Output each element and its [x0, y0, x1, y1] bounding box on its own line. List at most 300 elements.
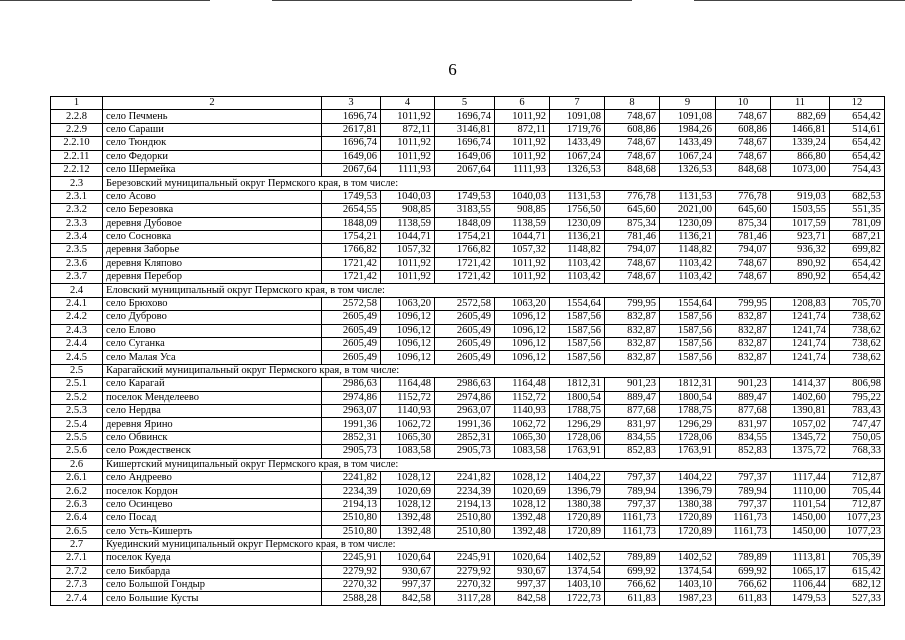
- header-row: [51, 97, 885, 110]
- value-cell: 1011,92: [495, 110, 550, 123]
- value-cell: 1503,55: [771, 204, 830, 217]
- value-cell: 2194,13: [435, 498, 495, 511]
- value-cell: 1719,76: [550, 123, 605, 136]
- value-cell: 1161,73: [605, 525, 660, 538]
- value-cell: 1241,74: [771, 311, 830, 324]
- settlement-name: поселок Менделеево: [103, 391, 322, 404]
- value-cell: 930,67: [381, 565, 435, 578]
- table-row: [51, 471, 885, 484]
- value-cell: 1722,73: [550, 592, 605, 605]
- table-row: [51, 257, 885, 270]
- tariff-table: [50, 96, 885, 606]
- value-cell: 1392,48: [381, 512, 435, 525]
- value-cell: 2270,32: [322, 579, 381, 592]
- value-cell: 1587,56: [550, 324, 605, 337]
- value-cell: 748,67: [716, 271, 771, 284]
- value-cell: 1848,09: [435, 217, 495, 230]
- value-cell: 1044,71: [381, 230, 435, 243]
- value-cell: 2021,00: [660, 204, 716, 217]
- table-row: [51, 391, 885, 404]
- value-cell: 832,87: [716, 351, 771, 364]
- table-row: [51, 271, 885, 284]
- value-cell: 1392,48: [381, 525, 435, 538]
- value-cell: 611,83: [605, 592, 660, 605]
- column-header: 5: [435, 97, 495, 110]
- value-cell: 2963,07: [435, 404, 495, 417]
- row-number: 2.2.11: [51, 150, 103, 163]
- value-cell: 1848,09: [322, 217, 381, 230]
- value-cell: 1404,22: [550, 471, 605, 484]
- value-cell: 1208,83: [771, 297, 830, 310]
- row-number: 2.3.2: [51, 204, 103, 217]
- settlement-name: село Дуброво: [103, 311, 322, 324]
- value-cell: 2572,58: [435, 297, 495, 310]
- value-cell: 890,92: [771, 257, 830, 270]
- row-number: 2.6.1: [51, 471, 103, 484]
- settlement-name: деревня Дубовое: [103, 217, 322, 230]
- row-number: 2.4.2: [51, 311, 103, 324]
- value-cell: 654,42: [830, 137, 885, 150]
- settlement-name: село Обвинск: [103, 431, 322, 444]
- value-cell: 2617,81: [322, 123, 381, 136]
- value-cell: 1020,69: [381, 485, 435, 498]
- row-number: 2.5.6: [51, 445, 103, 458]
- value-cell: 1587,56: [550, 351, 605, 364]
- table-row: [51, 123, 885, 136]
- value-cell: 1812,31: [550, 378, 605, 391]
- settlement-name: село Усть-Кишерть: [103, 525, 322, 538]
- value-cell: 1721,42: [322, 271, 381, 284]
- value-cell: 1466,81: [771, 123, 830, 136]
- value-cell: 1396,79: [550, 485, 605, 498]
- table-row: [51, 110, 885, 123]
- table-row: [51, 498, 885, 511]
- value-cell: 799,95: [605, 297, 660, 310]
- value-cell: 1011,92: [381, 137, 435, 150]
- row-number: 2.5.2: [51, 391, 103, 404]
- value-cell: 748,67: [716, 137, 771, 150]
- value-cell: 611,83: [716, 592, 771, 605]
- settlement-name: село Большие Кусты: [103, 592, 322, 605]
- value-cell: 1326,53: [660, 163, 716, 176]
- value-cell: 1396,79: [660, 485, 716, 498]
- column-header: 3: [322, 97, 381, 110]
- value-cell: 1028,12: [495, 498, 550, 511]
- value-cell: 997,37: [495, 579, 550, 592]
- row-number: 2.3.5: [51, 244, 103, 257]
- value-cell: 750,05: [830, 431, 885, 444]
- value-cell: 1380,38: [660, 498, 716, 511]
- value-cell: 936,32: [771, 244, 830, 257]
- value-cell: 781,46: [716, 230, 771, 243]
- settlement-name: село Андреево: [103, 471, 322, 484]
- value-cell: 1587,56: [660, 311, 716, 324]
- value-cell: 789,89: [605, 552, 660, 565]
- value-cell: 608,86: [605, 123, 660, 136]
- value-cell: 1296,29: [550, 418, 605, 431]
- value-cell: 1101,54: [771, 498, 830, 511]
- value-cell: 1403,10: [550, 579, 605, 592]
- value-cell: 514,61: [830, 123, 885, 136]
- row-number: 2.5.5: [51, 431, 103, 444]
- settlement-name: деревня Кляпово: [103, 257, 322, 270]
- settlement-name: село Нердва: [103, 404, 322, 417]
- settlement-name: деревня Перебор: [103, 271, 322, 284]
- value-cell: 1161,73: [716, 525, 771, 538]
- value-cell: 2245,91: [435, 552, 495, 565]
- value-cell: 872,11: [381, 123, 435, 136]
- value-cell: 866,80: [771, 150, 830, 163]
- value-cell: 1991,36: [322, 418, 381, 431]
- value-cell: 705,39: [830, 552, 885, 565]
- value-cell: 1083,58: [495, 445, 550, 458]
- value-cell: 699,82: [830, 244, 885, 257]
- value-cell: 923,71: [771, 230, 830, 243]
- value-cell: 1392,48: [495, 525, 550, 538]
- value-cell: 901,23: [605, 378, 660, 391]
- table-row: [51, 404, 885, 417]
- value-cell: 2067,64: [322, 163, 381, 176]
- row-number: 2.7: [51, 538, 103, 551]
- value-cell: 2241,82: [435, 471, 495, 484]
- value-cell: 2605,49: [322, 311, 381, 324]
- value-cell: 789,94: [605, 485, 660, 498]
- settlement-name: село Сосновка: [103, 230, 322, 243]
- column-header: 2: [103, 97, 322, 110]
- value-cell: 1040,03: [495, 190, 550, 203]
- value-cell: 1103,42: [660, 271, 716, 284]
- value-cell: 1414,37: [771, 378, 830, 391]
- value-cell: 908,85: [495, 204, 550, 217]
- value-cell: 1040,03: [381, 190, 435, 203]
- value-cell: 2572,58: [322, 297, 381, 310]
- value-cell: 806,98: [830, 378, 885, 391]
- value-cell: 776,78: [716, 190, 771, 203]
- value-cell: 1649,06: [435, 150, 495, 163]
- value-cell: 768,33: [830, 445, 885, 458]
- value-cell: 645,60: [605, 204, 660, 217]
- value-cell: 1991,36: [435, 418, 495, 431]
- value-cell: 2974,86: [435, 391, 495, 404]
- value-cell: 1554,64: [550, 297, 605, 310]
- value-cell: 2852,31: [435, 431, 495, 444]
- value-cell: 1161,73: [605, 512, 660, 525]
- value-cell: 1479,53: [771, 592, 830, 605]
- row-number: 2.7.2: [51, 565, 103, 578]
- value-cell: 1077,23: [830, 525, 885, 538]
- table-row: [51, 552, 885, 565]
- value-cell: 748,67: [605, 271, 660, 284]
- value-cell: 2605,49: [435, 351, 495, 364]
- value-cell: 1111,93: [495, 163, 550, 176]
- value-cell: 1721,42: [435, 257, 495, 270]
- value-cell: 919,03: [771, 190, 830, 203]
- row-number: 2.5: [51, 364, 103, 377]
- value-cell: 2963,07: [322, 404, 381, 417]
- row-number: 2.3.4: [51, 230, 103, 243]
- settlement-name: поселок Куеда: [103, 552, 322, 565]
- value-cell: 1106,44: [771, 579, 830, 592]
- value-cell: 1148,82: [660, 244, 716, 257]
- settlement-name: село Рождественск: [103, 445, 322, 458]
- value-cell: 2510,80: [322, 525, 381, 538]
- column-header: 11: [771, 97, 830, 110]
- row-number: 2.6.5: [51, 525, 103, 538]
- value-cell: 1044,71: [495, 230, 550, 243]
- value-cell: 748,67: [605, 110, 660, 123]
- value-cell: 831,97: [605, 418, 660, 431]
- value-cell: 2194,13: [322, 498, 381, 511]
- table-row: [51, 592, 885, 605]
- row-number: 2.4.5: [51, 351, 103, 364]
- value-cell: 1800,54: [660, 391, 716, 404]
- value-cell: 1096,12: [495, 338, 550, 351]
- table-row: [51, 297, 885, 310]
- row-number: 2.6.3: [51, 498, 103, 511]
- value-cell: 1091,08: [660, 110, 716, 123]
- value-cell: 2588,28: [322, 592, 381, 605]
- value-cell: 832,87: [605, 338, 660, 351]
- value-cell: 1083,58: [381, 445, 435, 458]
- value-cell: 2605,49: [435, 338, 495, 351]
- value-cell: 882,69: [771, 110, 830, 123]
- value-cell: 832,87: [605, 324, 660, 337]
- value-cell: 1096,12: [381, 324, 435, 337]
- value-cell: 1065,17: [771, 565, 830, 578]
- value-cell: 3117,28: [435, 592, 495, 605]
- column-header: 10: [716, 97, 771, 110]
- value-cell: 776,78: [605, 190, 660, 203]
- value-cell: 2510,80: [435, 512, 495, 525]
- value-cell: 1587,56: [660, 351, 716, 364]
- section-title: Куединский муниципальный округ Пермского края, в том числе:: [103, 538, 885, 551]
- value-cell: 1450,00: [771, 512, 830, 525]
- column-header: 4: [381, 97, 435, 110]
- value-cell: 1011,92: [381, 271, 435, 284]
- value-cell: 2974,86: [322, 391, 381, 404]
- value-cell: 1161,73: [716, 512, 771, 525]
- table-row: [51, 579, 885, 592]
- value-cell: 789,89: [716, 552, 771, 565]
- value-cell: 1096,12: [495, 311, 550, 324]
- column-header: 1: [51, 97, 103, 110]
- value-cell: 748,67: [605, 137, 660, 150]
- value-cell: 1065,30: [495, 431, 550, 444]
- value-cell: 654,42: [830, 150, 885, 163]
- value-cell: 1103,42: [550, 271, 605, 284]
- table-row: [51, 338, 885, 351]
- value-cell: 1402,60: [771, 391, 830, 404]
- value-cell: 654,42: [830, 257, 885, 270]
- section-row: [51, 284, 885, 297]
- value-cell: 1063,20: [495, 297, 550, 310]
- value-cell: 1057,02: [771, 418, 830, 431]
- value-cell: 1696,74: [322, 110, 381, 123]
- value-cell: 794,07: [605, 244, 660, 257]
- value-cell: 1011,92: [381, 257, 435, 270]
- value-cell: 1696,74: [435, 137, 495, 150]
- value-cell: 797,37: [605, 498, 660, 511]
- value-cell: 1020,64: [495, 552, 550, 565]
- table-row: [51, 217, 885, 230]
- value-cell: 1374,54: [550, 565, 605, 578]
- value-cell: 2905,73: [322, 445, 381, 458]
- value-cell: 1164,48: [495, 378, 550, 391]
- value-cell: 789,94: [716, 485, 771, 498]
- value-cell: 832,87: [605, 311, 660, 324]
- row-number: 2.7.4: [51, 592, 103, 605]
- value-cell: 2234,39: [435, 485, 495, 498]
- column-header: 12: [830, 97, 885, 110]
- value-cell: 738,62: [830, 324, 885, 337]
- settlement-name: село Федорки: [103, 150, 322, 163]
- value-cell: 1720,89: [550, 525, 605, 538]
- value-cell: 1152,72: [495, 391, 550, 404]
- value-cell: 1345,72: [771, 431, 830, 444]
- value-cell: 1587,56: [660, 324, 716, 337]
- value-cell: 2654,55: [322, 204, 381, 217]
- value-cell: 2605,49: [322, 338, 381, 351]
- value-cell: 1062,72: [381, 418, 435, 431]
- value-cell: 1788,75: [550, 404, 605, 417]
- value-cell: 1390,81: [771, 404, 830, 417]
- value-cell: 1111,93: [381, 163, 435, 176]
- value-cell: 1749,53: [435, 190, 495, 203]
- value-cell: 1138,59: [381, 217, 435, 230]
- value-cell: 889,47: [605, 391, 660, 404]
- value-cell: 930,67: [495, 565, 550, 578]
- value-cell: 799,95: [716, 297, 771, 310]
- value-cell: 852,83: [605, 445, 660, 458]
- section-title: Карагайский муниципальный округ Пермского края, в том числе:: [103, 364, 885, 377]
- value-cell: 1241,74: [771, 324, 830, 337]
- value-cell: 890,92: [771, 271, 830, 284]
- value-cell: 2270,32: [435, 579, 495, 592]
- value-cell: 1096,12: [381, 351, 435, 364]
- column-header: 8: [605, 97, 660, 110]
- value-cell: 747,47: [830, 418, 885, 431]
- value-cell: 738,62: [830, 351, 885, 364]
- table-row: [51, 445, 885, 458]
- value-cell: 2605,49: [322, 324, 381, 337]
- value-cell: 832,87: [716, 338, 771, 351]
- column-header: 7: [550, 97, 605, 110]
- value-cell: 2986,63: [435, 378, 495, 391]
- table-row: [51, 431, 885, 444]
- value-cell: 2852,31: [322, 431, 381, 444]
- value-cell: 699,92: [716, 565, 771, 578]
- table-row: [51, 163, 885, 176]
- value-cell: 797,37: [716, 471, 771, 484]
- value-cell: 1011,92: [381, 110, 435, 123]
- value-cell: 1450,00: [771, 525, 830, 538]
- value-cell: 1728,06: [660, 431, 716, 444]
- value-cell: 738,62: [830, 311, 885, 324]
- table-row: [51, 204, 885, 217]
- value-cell: 2986,63: [322, 378, 381, 391]
- row-number: 2.6.4: [51, 512, 103, 525]
- value-cell: 877,68: [716, 404, 771, 417]
- row-number: 2.5.3: [51, 404, 103, 417]
- value-cell: 1110,00: [771, 485, 830, 498]
- value-cell: 875,34: [605, 217, 660, 230]
- value-cell: 1756,50: [550, 204, 605, 217]
- value-cell: 1138,59: [495, 217, 550, 230]
- value-cell: 1028,12: [381, 471, 435, 484]
- value-cell: 1241,74: [771, 351, 830, 364]
- table-row: [51, 190, 885, 203]
- value-cell: 1091,08: [550, 110, 605, 123]
- top-rule-left: [0, 0, 210, 1]
- settlement-name: село Большой Гондыр: [103, 579, 322, 592]
- row-number: 2.2.12: [51, 163, 103, 176]
- value-cell: 877,68: [605, 404, 660, 417]
- top-rule-right: [694, 0, 905, 1]
- value-cell: 834,55: [605, 431, 660, 444]
- value-cell: 889,47: [716, 391, 771, 404]
- value-cell: 1554,64: [660, 297, 716, 310]
- value-cell: 1721,42: [435, 271, 495, 284]
- section-row: [51, 458, 885, 471]
- value-cell: 1402,52: [550, 552, 605, 565]
- value-cell: 527,33: [830, 592, 885, 605]
- value-cell: 1766,82: [322, 244, 381, 257]
- value-cell: 1140,93: [381, 404, 435, 417]
- settlement-name: село Карагай: [103, 378, 322, 391]
- value-cell: 1017,59: [771, 217, 830, 230]
- column-header: 9: [660, 97, 716, 110]
- settlement-name: село Бикбарда: [103, 565, 322, 578]
- value-cell: 1096,12: [495, 351, 550, 364]
- row-number: 2.3: [51, 177, 103, 190]
- value-cell: 2279,92: [322, 565, 381, 578]
- value-cell: 797,37: [605, 471, 660, 484]
- value-cell: 1374,54: [660, 565, 716, 578]
- value-cell: 1403,10: [660, 579, 716, 592]
- value-cell: 875,34: [716, 217, 771, 230]
- table-row: [51, 311, 885, 324]
- value-cell: 1057,32: [495, 244, 550, 257]
- table-row: [51, 351, 885, 364]
- value-cell: 1065,30: [381, 431, 435, 444]
- value-cell: 3146,81: [435, 123, 495, 136]
- value-cell: 2279,92: [435, 565, 495, 578]
- row-number: 2.7.1: [51, 552, 103, 565]
- row-number: 2.4.1: [51, 297, 103, 310]
- value-cell: 2245,91: [322, 552, 381, 565]
- value-cell: 1375,72: [771, 445, 830, 458]
- value-cell: 1136,21: [660, 230, 716, 243]
- value-cell: 2605,49: [435, 311, 495, 324]
- value-cell: 1136,21: [550, 230, 605, 243]
- value-cell: 1096,12: [495, 324, 550, 337]
- value-cell: 1402,52: [660, 552, 716, 565]
- row-number: 2.2.10: [51, 137, 103, 150]
- value-cell: 748,67: [716, 110, 771, 123]
- settlement-name: село Суганка: [103, 338, 322, 351]
- column-header: 6: [495, 97, 550, 110]
- value-cell: 1404,22: [660, 471, 716, 484]
- value-cell: 1696,74: [435, 110, 495, 123]
- value-cell: 1721,42: [322, 257, 381, 270]
- settlement-name: поселок Кордон: [103, 485, 322, 498]
- value-cell: 705,44: [830, 485, 885, 498]
- value-cell: 781,46: [605, 230, 660, 243]
- value-cell: 1020,69: [495, 485, 550, 498]
- section-title: Еловский муниципальный округ Пермского края, в том числе:: [103, 284, 885, 297]
- value-cell: 1140,93: [495, 404, 550, 417]
- section-title: Кишертский муниципальный округ Пермского края, в том числе:: [103, 458, 885, 471]
